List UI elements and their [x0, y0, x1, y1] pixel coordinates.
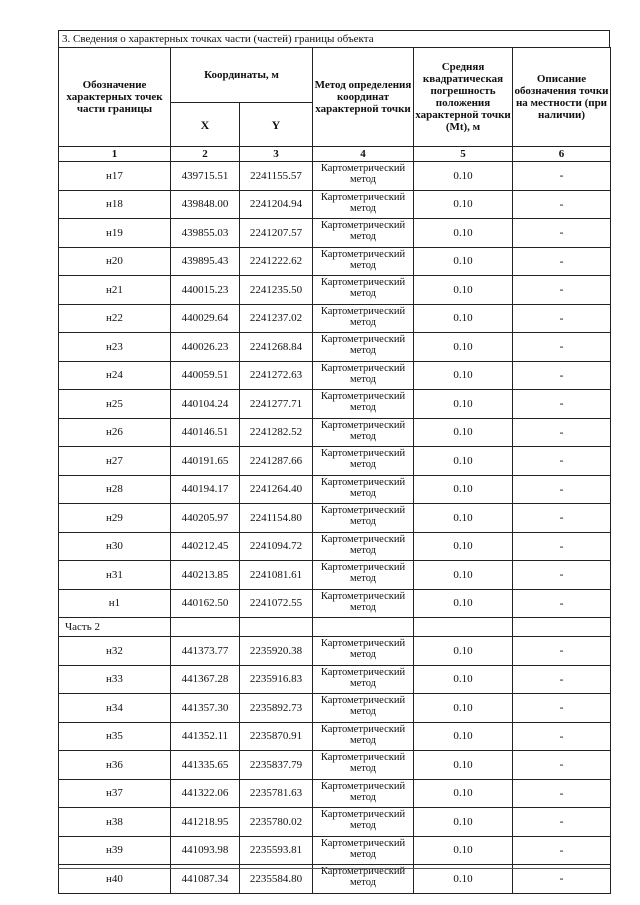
x-coordinate-cell: 441322.06: [171, 779, 240, 808]
error-cell: 0.10: [414, 836, 513, 865]
table-row: [59, 361, 611, 390]
header-x: X: [171, 103, 240, 147]
method-cell: Картометрический метод: [313, 475, 414, 504]
y-coordinate-cell: 2241282.52: [240, 418, 313, 447]
point-cell: н33: [59, 665, 171, 694]
x-coordinate-cell: 441093.98: [171, 836, 240, 865]
y-coordinate-cell: 2235870.91: [240, 722, 313, 751]
description-cell: -: [513, 665, 611, 694]
description-cell: -: [513, 865, 611, 894]
table-row: [59, 665, 611, 694]
y-coordinate-cell: 2235920.38: [240, 637, 313, 666]
method-cell: Картометрический метод: [313, 162, 414, 191]
x-coordinate-cell: 440029.64: [171, 304, 240, 333]
point-cell: н29: [59, 504, 171, 533]
description-cell: -: [513, 694, 611, 723]
table-row: [59, 475, 611, 504]
document-page: [58, 30, 610, 894]
description-cell: -: [513, 447, 611, 476]
table-row: [59, 589, 611, 618]
point-cell: н38: [59, 808, 171, 837]
y-coordinate-cell: 2241154.80: [240, 504, 313, 533]
point-cell: н26: [59, 418, 171, 447]
error-cell: 0.10: [414, 504, 513, 533]
description-cell: -: [513, 808, 611, 837]
header-error: Средняя квадратическая погрешность положения характерной точки (Mt), м: [414, 48, 513, 147]
description-cell: -: [513, 361, 611, 390]
description-cell: -: [513, 333, 611, 362]
column-number-4: 4: [313, 147, 414, 162]
y-coordinate-cell: 2241235.50: [240, 276, 313, 305]
header-point: Обозначение характерных точек части границы: [59, 48, 171, 147]
description-cell: -: [513, 589, 611, 618]
description-cell: -: [513, 532, 611, 561]
table-row: [59, 779, 611, 808]
header-coords: Координаты, м: [171, 48, 313, 103]
description-cell: -: [513, 836, 611, 865]
method-cell: Картометрический метод: [313, 304, 414, 333]
method-cell: Картометрический метод: [313, 779, 414, 808]
method-cell: Картометрический метод: [313, 190, 414, 219]
error-cell: 0.10: [414, 751, 513, 780]
x-coordinate-cell: 440059.51: [171, 361, 240, 390]
point-cell: н40: [59, 865, 171, 894]
y-coordinate-cell: 2241222.62: [240, 247, 313, 276]
point-cell: н19: [59, 219, 171, 248]
point-cell: н24: [59, 361, 171, 390]
x-coordinate-cell: 439848.00: [171, 190, 240, 219]
description-cell: -: [513, 219, 611, 248]
description-cell: -: [513, 418, 611, 447]
part-2-row: [59, 618, 611, 637]
description-cell: -: [513, 561, 611, 590]
column-number-6: 6: [513, 147, 611, 162]
x-coordinate-cell: 440026.23: [171, 333, 240, 362]
column-number-5: 5: [414, 147, 513, 162]
method-cell: Картометрический метод: [313, 504, 414, 533]
method-cell: Картометрический метод: [313, 361, 414, 390]
error-cell: 0.10: [414, 361, 513, 390]
method-cell: Картометрический метод: [313, 665, 414, 694]
method-cell: Картометрический метод: [313, 865, 414, 894]
column-number-1: 1: [59, 147, 171, 162]
point-cell: н21: [59, 276, 171, 305]
method-cell: Картометрический метод: [313, 637, 414, 666]
method-cell: Картометрический метод: [313, 808, 414, 837]
point-cell: н20: [59, 247, 171, 276]
method-cell: Картометрический метод: [313, 836, 414, 865]
header-method: Метод определения координат характерной точки: [313, 48, 414, 147]
method-cell: Картометрический метод: [313, 589, 414, 618]
y-coordinate-cell: 2241204.94: [240, 190, 313, 219]
table-row: [59, 694, 611, 723]
point-cell: н17: [59, 162, 171, 191]
column-number-2: 2: [171, 147, 240, 162]
description-cell: -: [513, 247, 611, 276]
description-cell: -: [513, 276, 611, 305]
y-coordinate-cell: 2241207.57: [240, 219, 313, 248]
y-coordinate-cell: 2241072.55: [240, 589, 313, 618]
description-cell: -: [513, 722, 611, 751]
table-row: [59, 836, 611, 865]
error-cell: 0.10: [414, 276, 513, 305]
table-row: [59, 751, 611, 780]
x-coordinate-cell: 441357.30: [171, 694, 240, 723]
error-cell: 0.10: [414, 722, 513, 751]
description-cell: -: [513, 637, 611, 666]
description-cell: -: [513, 304, 611, 333]
x-coordinate-cell: 441367.28: [171, 665, 240, 694]
description-cell: -: [513, 475, 611, 504]
point-cell: н28: [59, 475, 171, 504]
error-cell: 0.10: [414, 589, 513, 618]
x-coordinate-cell: 440205.97: [171, 504, 240, 533]
method-cell: Картометрический метод: [313, 219, 414, 248]
point-cell: н18: [59, 190, 171, 219]
method-cell: Картометрический метод: [313, 276, 414, 305]
empty-cell: [171, 618, 240, 637]
description-cell: -: [513, 504, 611, 533]
x-coordinate-cell: 440104.24: [171, 390, 240, 419]
header-description: Описание обозначения точки на местности (при наличии): [513, 48, 611, 147]
table-row: [59, 418, 611, 447]
table-row: [59, 219, 611, 248]
method-cell: Картометрический метод: [313, 333, 414, 362]
y-coordinate-cell: 2241268.84: [240, 333, 313, 362]
error-cell: 0.10: [414, 304, 513, 333]
point-cell: н34: [59, 694, 171, 723]
x-coordinate-cell: 440162.50: [171, 589, 240, 618]
y-coordinate-cell: 2241081.61: [240, 561, 313, 590]
table-row: [59, 447, 611, 476]
y-coordinate-cell: 2241155.57: [240, 162, 313, 191]
x-coordinate-cell: 439855.03: [171, 219, 240, 248]
point-cell: н22: [59, 304, 171, 333]
x-coordinate-cell: 440194.17: [171, 475, 240, 504]
point-cell: н23: [59, 333, 171, 362]
section-title: 3. Сведения о характерных точках части (частей) границы объекта: [58, 30, 610, 47]
method-cell: Картометрический метод: [313, 722, 414, 751]
table-row: [59, 390, 611, 419]
description-cell: -: [513, 162, 611, 191]
table-row: [59, 561, 611, 590]
y-coordinate-cell: 2235892.73: [240, 694, 313, 723]
x-coordinate-cell: 440212.45: [171, 532, 240, 561]
empty-cell: [240, 618, 313, 637]
column-number-3: 3: [240, 147, 313, 162]
description-cell: -: [513, 190, 611, 219]
method-cell: Картометрический метод: [313, 751, 414, 780]
header-y: Y: [240, 103, 313, 147]
y-coordinate-cell: 2235916.83: [240, 665, 313, 694]
table-row: [59, 504, 611, 533]
point-cell: н31: [59, 561, 171, 590]
point-cell: н30: [59, 532, 171, 561]
error-cell: 0.10: [414, 665, 513, 694]
footer-divider: [58, 868, 610, 869]
error-cell: 0.10: [414, 333, 513, 362]
table-row: [59, 808, 611, 837]
y-coordinate-cell: 2235837.79: [240, 751, 313, 780]
method-cell: Картометрический метод: [313, 532, 414, 561]
table-row: [59, 162, 611, 191]
point-cell: н39: [59, 836, 171, 865]
method-cell: Картометрический метод: [313, 390, 414, 419]
table-row: [59, 637, 611, 666]
method-cell: Картометрический метод: [313, 694, 414, 723]
y-coordinate-cell: 2241287.66: [240, 447, 313, 476]
y-coordinate-cell: 2241272.63: [240, 361, 313, 390]
point-cell: н27: [59, 447, 171, 476]
y-coordinate-cell: 2241264.40: [240, 475, 313, 504]
x-coordinate-cell: 441373.77: [171, 637, 240, 666]
point-cell: н32: [59, 637, 171, 666]
error-cell: 0.10: [414, 532, 513, 561]
error-cell: 0.10: [414, 162, 513, 191]
x-coordinate-cell: 441335.65: [171, 751, 240, 780]
empty-cell: [513, 618, 611, 637]
method-cell: Картометрический метод: [313, 247, 414, 276]
point-cell: н35: [59, 722, 171, 751]
y-coordinate-cell: 2235584.80: [240, 865, 313, 894]
point-cell: н36: [59, 751, 171, 780]
x-coordinate-cell: 441087.34: [171, 865, 240, 894]
error-cell: 0.10: [414, 561, 513, 590]
error-cell: 0.10: [414, 219, 513, 248]
error-cell: 0.10: [414, 694, 513, 723]
empty-cell: [313, 618, 414, 637]
error-cell: 0.10: [414, 390, 513, 419]
boundary-points-table: [58, 47, 611, 894]
x-coordinate-cell: 439895.43: [171, 247, 240, 276]
table-row: [59, 190, 611, 219]
part-2-label: Часть 2: [59, 618, 171, 637]
method-cell: Картометрический метод: [313, 418, 414, 447]
error-cell: 0.10: [414, 808, 513, 837]
x-coordinate-cell: 440191.65: [171, 447, 240, 476]
table-row: [59, 333, 611, 362]
x-coordinate-cell: 441352.11: [171, 722, 240, 751]
error-cell: 0.10: [414, 447, 513, 476]
description-cell: -: [513, 390, 611, 419]
y-coordinate-cell: 2241094.72: [240, 532, 313, 561]
description-cell: -: [513, 751, 611, 780]
error-cell: 0.10: [414, 418, 513, 447]
x-coordinate-cell: 440146.51: [171, 418, 240, 447]
x-coordinate-cell: 441218.95: [171, 808, 240, 837]
table-row: [59, 247, 611, 276]
table-row: [59, 276, 611, 305]
x-coordinate-cell: 439715.51: [171, 162, 240, 191]
x-coordinate-cell: 440015.23: [171, 276, 240, 305]
x-coordinate-cell: 440213.85: [171, 561, 240, 590]
empty-cell: [414, 618, 513, 637]
table-row: [59, 304, 611, 333]
error-cell: 0.10: [414, 637, 513, 666]
error-cell: 0.10: [414, 247, 513, 276]
y-coordinate-cell: 2241237.02: [240, 304, 313, 333]
y-coordinate-cell: 2235780.02: [240, 808, 313, 837]
method-cell: Картометрический метод: [313, 561, 414, 590]
point-cell: н1: [59, 589, 171, 618]
description-cell: -: [513, 779, 611, 808]
error-cell: 0.10: [414, 779, 513, 808]
error-cell: 0.10: [414, 865, 513, 894]
point-cell: н25: [59, 390, 171, 419]
y-coordinate-cell: 2235593.81: [240, 836, 313, 865]
y-coordinate-cell: 2235781.63: [240, 779, 313, 808]
y-coordinate-cell: 2241277.71: [240, 390, 313, 419]
error-cell: 0.10: [414, 190, 513, 219]
table-row: [59, 722, 611, 751]
point-cell: н37: [59, 779, 171, 808]
method-cell: Картометрический метод: [313, 447, 414, 476]
error-cell: 0.10: [414, 475, 513, 504]
table-row: [59, 532, 611, 561]
